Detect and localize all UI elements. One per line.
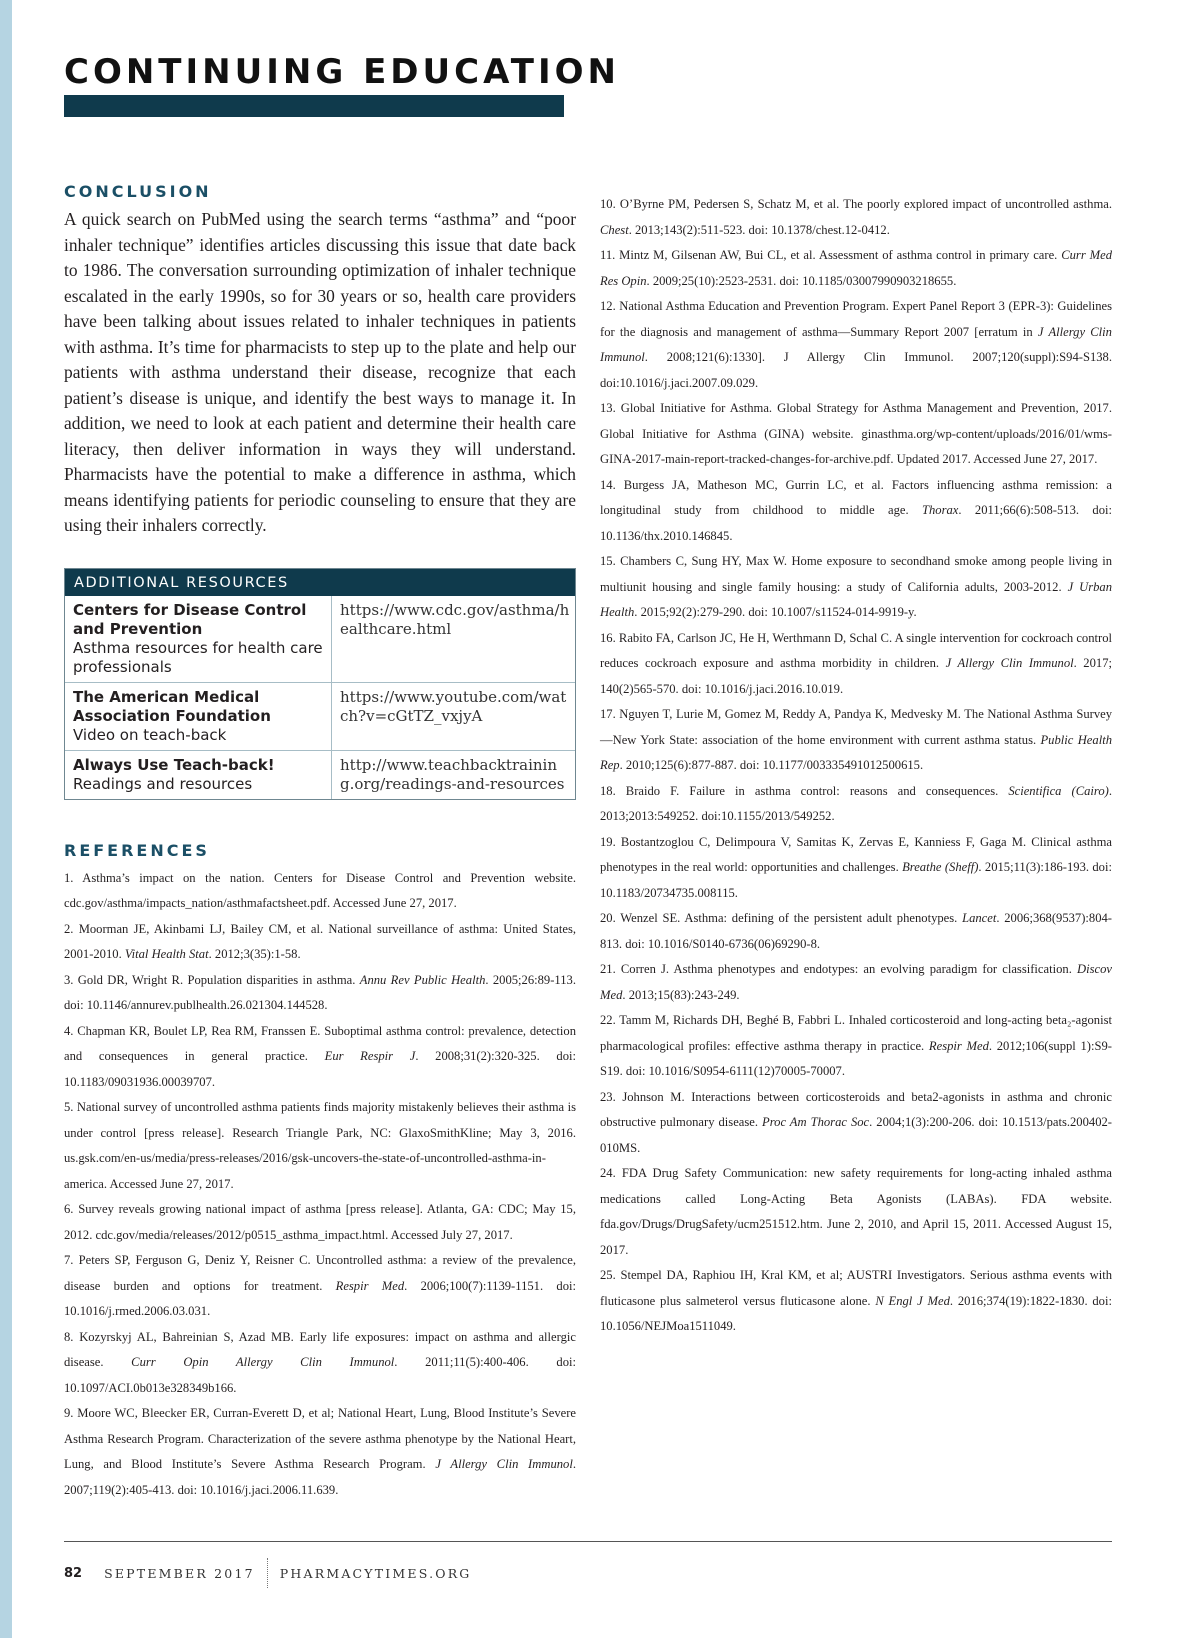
- resource-name: Centers for Disease Control and Prevention: [73, 600, 307, 638]
- resource-description: Video on teach-back: [73, 725, 227, 744]
- reference-item: 18. Braido F. Failure in asthma control: reasons and consequences. Scientifica (Cairo). 2013;2013:549252. doi:10.1155/2013/549252.: [600, 783, 1113, 823]
- issue-date: SEPTEMBER 2017: [104, 1565, 255, 1581]
- reference-item: 19. Bostantzoglou C, Delimpoura V, Samitas K, Zervas E, Kanniess F, Gaga M. Clinical asthma phenotypes in the real world: opportunities and challenges. Breathe (Sheff). 2015;11(3):186-193. doi: 10.1183/20734735.008115.: [600, 834, 1112, 900]
- website-name: PHARMACYTIMES.ORG: [279, 1565, 472, 1581]
- resource-info: [65, 596, 332, 682]
- reference-item: 17. Nguyen T, Lurie M, Gomez M, Reddy A, Pandya K, Medvesky M. The National Asthma Survey—New York State: association of the home environment with current asthma status. Public Health Rep. 2010;125(6):877-887. doi: 10.1177/003335491012500615.: [600, 707, 1112, 772]
- section-title: CONTINUING EDUCATION: [64, 52, 620, 92]
- reference-item: 7. Peters SP, Ferguson G, Deniz Y, Reisner C. Uncontrolled asthma: a review of the prevalence, disease burden and options for treatment. Respir Med. 2006;100(7):1139-1151. doi: 10.1016/j.rmed.2006.03.031.: [64, 1253, 576, 1318]
- reference-item: 23. Johnson M. Interactions between corticosteroids and beta2-agonists in asthma and chronic obstructive pulmonary disease. Proc Am Thorac Soc. 2004;1(3):200-206. doi: 10.1513/pats.200402-010MS.: [600, 1089, 1112, 1155]
- left-column: [64, 182, 576, 1503]
- reference-item: 22. Tamm M, Richards DH, Beghé B, Fabbri L. Inhaled corticosteroid and long-acting beta₂-agonist pharmacological profiles: effective asthma therapy in practice. Respir Med. 2012;106(suppl 1):S9-S19. doi: 10.1016/S0954-6111(12)70005-70007.: [600, 1013, 1112, 1078]
- references-list-right: [600, 192, 1112, 1340]
- resource-info: [65, 683, 332, 750]
- reference-item: 20. Wenzel SE. Asthma: defining of the persistent adult phenotypes. Lancet. 2006;368(9537):804-813. doi: 10.1016/S0140-6736(06)69290-8.: [600, 911, 1112, 951]
- page-footer: [64, 1558, 472, 1588]
- reference-item: 11. Mintz M, Gilsenan AW, Bui CL, et al. Assessment of asthma control in primary care. Curr Med Res Opin. 2009;25(10):2523-2531. doi: 10.1185/03007990903218655.: [600, 248, 1112, 288]
- resource-row: [65, 596, 575, 682]
- reference-item: 16. Rabito FA, Carlson JC, He H, Werthmann D, Schal C. A single intervention for cockroach control reduces cockroach exposure and asthma morbidity in children. J Allergy Clin Immunol. 2017; 140(2)565-570. doi: 10.1016/j.jaci.2016.10.019.: [600, 630, 1112, 696]
- conclusion-text: A quick search on PubMed using the search terms “asthma” and “poor inhaler technique” identifies articles discussing this issue that date back to 1986. The conversation surrounding optimization of inhaler technique escalated in the early 1990s, so for 30 years or so, health care providers have been talking about issues related to inhaler techniques in patients with asthma. It’s time for pharmacists to step up to the plate and help our patients with asthma understand their disease, recognize that each patient’s disease is unique, and identify the best ways to manage it. In addition, we need to look at each patient and determine their health care literacy, then deliver information in ways they will understand. Pharmacists have the potential to make a difference in asthma, which means identifying patients for periodic counseling to ensure that they are using their inhalers correctly.: [64, 209, 576, 535]
- resource-link[interactable]: https://www.cdc.gov/asthma/healthcare.html: [340, 600, 570, 638]
- reference-item: 1. Asthma’s impact on the nation. Centers for Disease Control and Prevention website. cdc.gov/asthma/impacts_nation/asthmafactsheet.pdf. Accessed June 27, 2017.: [64, 870, 576, 910]
- resources-table: [65, 596, 575, 799]
- resources-heading: ADDITIONAL RESOURCES: [65, 569, 575, 596]
- reference-item: 3. Gold DR, Wright R. Population disparities in asthma. Annu Rev Public Health. 2005;26:89-113. doi: 10.1146/annurev.publhealth.26.021304.144528.: [64, 972, 576, 1012]
- footer-separator: [267, 1558, 268, 1588]
- title-underline-bar: [64, 95, 564, 117]
- reference-item: 9. Moore WC, Bleecker ER, Curran-Everett D, et al; National Heart, Lung, Blood Institute’s Severe Asthma Research Program. Characterization of the severe asthma phenotype by the National Heart, Lung, and Blood Institute’s Severe Asthma Research Program. J Allergy Clin Immunol. 2007;119(2):405-413. doi: 10.1016/j.jaci.2006.11.639.: [64, 1406, 576, 1497]
- reference-item: 6. Survey reveals growing national impact of asthma [press release]. Atlanta, GA: CDC; May 15, 2012. cdc.gov/media/releases/2012/p0515_asthma_impact.html. Accessed July 27, 2017.: [64, 1202, 576, 1242]
- footer-divider: [64, 1541, 1112, 1542]
- side-color-strip: [0, 0, 12, 1638]
- resource-row: [65, 682, 575, 750]
- resource-link[interactable]: https://www.youtube.com/watch?v=cGtTZ_vxjyA: [340, 687, 567, 725]
- additional-resources-box: [64, 568, 576, 800]
- references-list-left: [64, 866, 576, 1504]
- resource-link[interactable]: http://www.teachbacktraining.org/readings-and-resources: [340, 755, 565, 793]
- page-number: 82: [64, 1565, 83, 1581]
- reference-item: 25. Stempel DA, Raphiou IH, Kral KM, et al; AUSTRI Investigators. Serious asthma events with fluticasone plus salmeterol versus fluticasone alone. N Engl J Med. 2016;374(19):1822-1830. doi: 10.1056/NEJMoa1511049.: [600, 1268, 1112, 1333]
- reference-item: 8. Kozyrskyj AL, Bahreinian S, Azad MB. Early life exposures: impact on asthma and allergic disease. Curr Opin Allergy Clin Immunol. 2011;11(5):400-406. doi: 10.1097/ACI.0b013e328349b166.: [64, 1329, 576, 1395]
- reference-item: 15. Chambers C, Sung HY, Max W. Home exposure to secondhand smoke among people living in multiunit housing and single family housing: a study of California adults, 2003-2012. J Urban Health. 2015;92(2):279-290. doi: 10.1007/s11524-014-9919-y.: [600, 554, 1113, 619]
- reference-item: 4. Chapman KR, Boulet LP, Rea RM, Franssen E. Suboptimal asthma control: prevalence, detection and consequences in general practice. Eur Respir J. 2008;31(2):320-325. doi: 10.1183/09031936.00039707.: [64, 1023, 576, 1089]
- reference-item: 14. Burgess JA, Matheson MC, Gurrin LC, et al. Factors influencing asthma remission: a longitudinal study from childhood to middle age. Thorax. 2011;66(6):508-513. doi: 10.1136/thx.2010.146845.: [600, 477, 1112, 543]
- resource-info: [65, 751, 332, 799]
- right-column: [600, 186, 1112, 1340]
- reference-item: 5. National survey of uncontrolled asthma patients finds majority mistakenly believes their asthma is under control [press release]. Research Triangle Park, NC: GlaxoSmithKline; May 3, 2016. us.gsk.com/en-us/media/press-releases/2016/gsk-uncovers-the-state-of-uncontrolled-asthma-in-america. Accessed June 27, 2017.: [64, 1100, 576, 1191]
- reference-item: 24. FDA Drug Safety Communication: new safety requirements for long-acting inhaled asthma medications called Long-Acting Beta Agonists (LABAs). FDA website. fda.gov/Drugs/DrugSafety/ucm251512.htm. June 2, 2010, and April 15, 2011. Accessed August 15, 2017.: [600, 1166, 1112, 1257]
- reference-item: 2. Moorman JE, Akinbami LJ, Bailey CM, et al. National surveillance of asthma: United States, 2001-2010. Vital Health Stat. 2012;3(35):1-58.: [64, 921, 576, 961]
- resource-description: Asthma resources for health care professionals: [73, 638, 323, 676]
- resource-name: The American Medical Association Foundation: [73, 687, 271, 725]
- reference-item: 21. Corren J. Asthma phenotypes and endotypes: an evolving paradigm for classification. Discov Med. 2013;15(83):243-249.: [600, 962, 1112, 1002]
- reference-item: 12. National Asthma Education and Prevention Program. Expert Panel Report 3 (EPR-3): Guidelines for the diagnosis and management of asthma—Summary Report 2007 [erratum in J Allergy Clin Immunol. 2008;121(6):1330]. J Allergy Clin Immunol. 2007;120(suppl):S94-S138. doi:10.1016/j.jaci.2007.09.029.: [600, 299, 1112, 390]
- reference-item: 10. O’Byrne PM, Pedersen S, Schatz M, et al. The poorly explored impact of uncontrolled asthma. Chest. 2013;143(2):511-523. doi: 10.1378/chest.12-0412.: [600, 197, 1112, 237]
- reference-item: 13. Global Initiative for Asthma. Global Strategy for Asthma Management and Prevention, 2017. Global Initiative for Asthma (GINA) website. ginasthma.org/wp-content/uploads/2016/01/wms-GINA-2017-main-report-tracked-changes-for-archive.pdf. Updated 2017. Accessed June 27, 2017.: [600, 401, 1112, 466]
- resource-name: Always Use Teach-back!: [73, 755, 275, 774]
- references-heading: REFERENCES: [64, 840, 210, 860]
- resource-row: [65, 750, 575, 799]
- resource-description: Readings and resources: [73, 774, 253, 793]
- conclusion-heading: CONCLUSION: [64, 182, 212, 201]
